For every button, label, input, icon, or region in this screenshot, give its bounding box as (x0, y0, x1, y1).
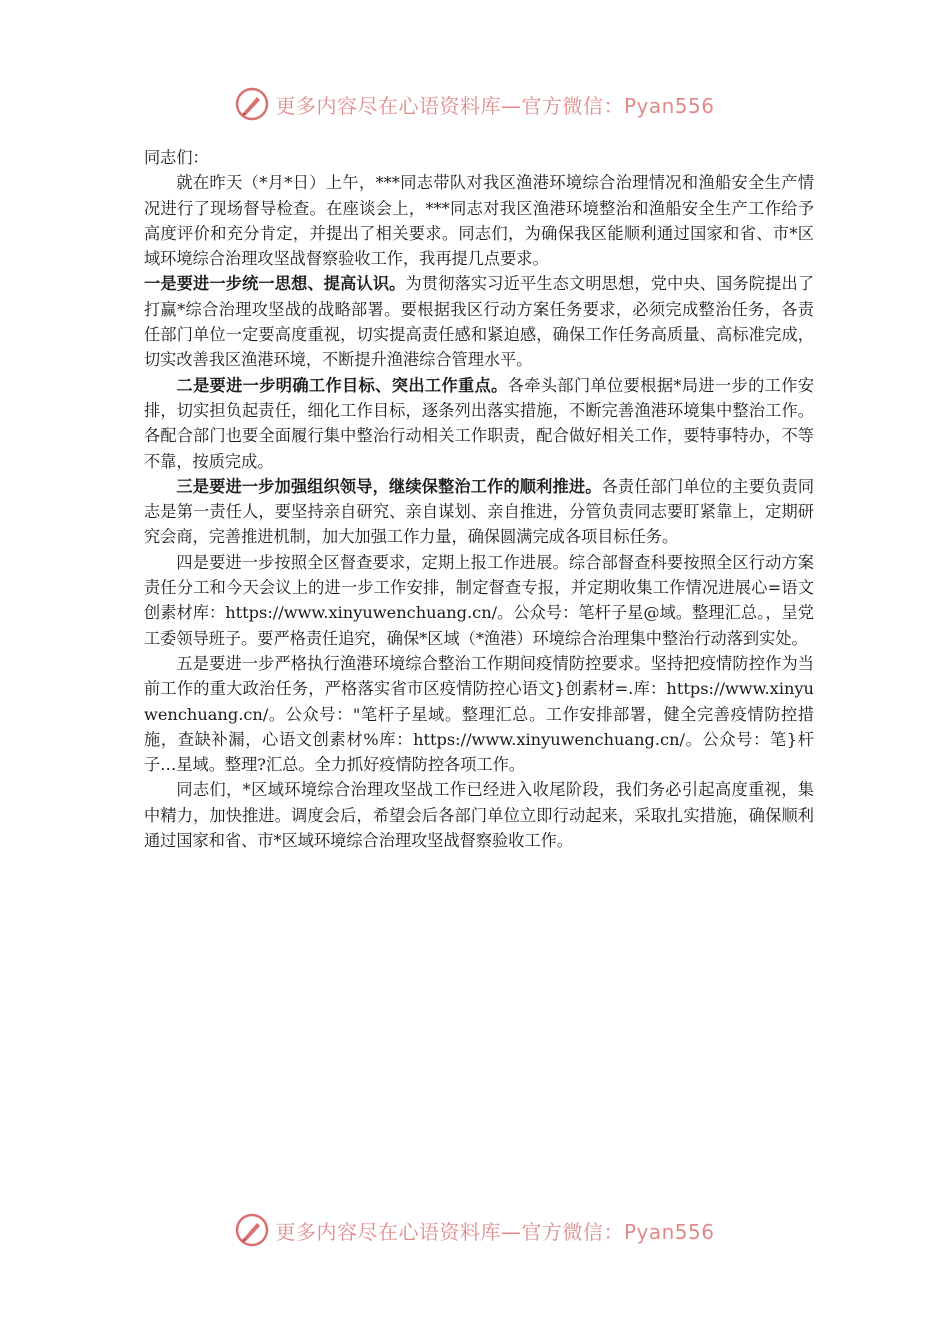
point-2-heading: 二是要进一步明确工作目标、突出工作重点。 (176, 375, 508, 395)
point-3-body: 各责任部门单位的主要负责同志是第一责任人，要坚持亲自研究、亲自谋划、亲自推进，分管负责同志要盯紧靠上，定期研究会商，完善推进机制，加大加强工作力量，确保圆满完成各项目标任务。 (144, 476, 815, 547)
watermark-text: 更多内容尽在心语资料库—官方微信：Pyan556 (275, 93, 715, 118)
footer-watermark (0, 1210, 950, 1250)
paragraph-point-3 (144, 474, 814, 550)
watermark-text: 更多内容尽在心语资料库—官方微信：Pyan556 (275, 1219, 715, 1244)
point-1-body: 为贯彻落实习近平生态文明思想，党中央、国务院提出了打赢*综合治理攻坚战的战略部署。要根据我区行动方案任务要求，必须完成整治任务，各责任部门单位一定要高度重视，切实提高责任感和紧迫感，确保工作任务高质量、高标准完成，切实改善我区渔港环境，不断提升渔港综合管理水平。 (144, 274, 815, 370)
point-1-heading: 一是要进一步统一思想、提高认识。 (144, 274, 406, 294)
pen-logo-icon (235, 1213, 269, 1247)
paragraph-closing: 同志们，*区域环境综合治理攻坚战工作已经进入收尾阶段，我们务必引起高度重视，集中精力，加快推进。调度会后，希望会后各部门单位立即行动起来，采取扎实措施，确保顺利通过国家和省、市*区域环境综合治理攻坚战督察验收工作。 (144, 780, 814, 851)
paragraph-point-2 (144, 373, 814, 474)
pen-logo-icon (235, 87, 269, 121)
paragraph-point-1 (144, 271, 814, 372)
point-3-heading: 三是要进一步加强组织领导，继续保整治工作的顺利推进。 (176, 476, 602, 496)
paragraph-intro: 就在昨天（*月*日）上午，***同志带队对我区渔港环境综合治理情况和渔船安全生产情况进行了现场督导检查。在座谈会上，***同志对我区渔港环境整治和渔船安全生产工作给予高度评价和充分肯定，并提出了相关要求。同志们，为确保我区能顺利通过国家和省、市*区域环境综合治理攻坚战督察验收工作，我再提几点要求。 (144, 173, 814, 269)
salutation: 同志们： (144, 148, 209, 167)
paragraph-point-4: 四是要进一步按照全区督查要求，定期上报工作进展。综合部督查科要按照全区行动方案责任分工和今天会议上的进一步工作安排，制定督查专报，并定期收集工作情况进展心=语文创素材库：https://www.xinyuwenchuang.cn/。公众号：笔杆子星@域。整理汇总。，呈党工委领导班子。要严格责任追究，确保*区域（*渔港）环境综合治理集中整治行动落到实处。 (144, 552, 814, 648)
point-2-body: 各牵头部门单位要根据*局进一步的工作安排，切实担负起责任，细化工作目标，逐条列出落实措施，不断完善渔港环境集中整治工作。各配合部门也要全面履行集中整治行动相关工作职责，配合做好相关工作，要特事特办，不等不靠，按质完成。 (144, 375, 815, 471)
paragraph-point-5: 五是要进一步严格执行渔港环境综合整治工作期间疫情防控要求。坚持把疫情防控作为当前工作的重大政治任务，严格落实省市区疫情防控心语文}创素材=.库：https://www.xinyuwenchuang.cn/。公众号："笔杆子星域。整理汇总。工作安排部署，健全完善疫情防控措施，查缺补漏，心语文创素材%库：https://www.xinyuwenchuang.cn/。公众号：笔}杆子…星域。整理?汇总。全力抓好疫情防控各项工作。 (144, 653, 814, 775)
header-watermark (0, 84, 950, 124)
document-body (144, 145, 814, 853)
